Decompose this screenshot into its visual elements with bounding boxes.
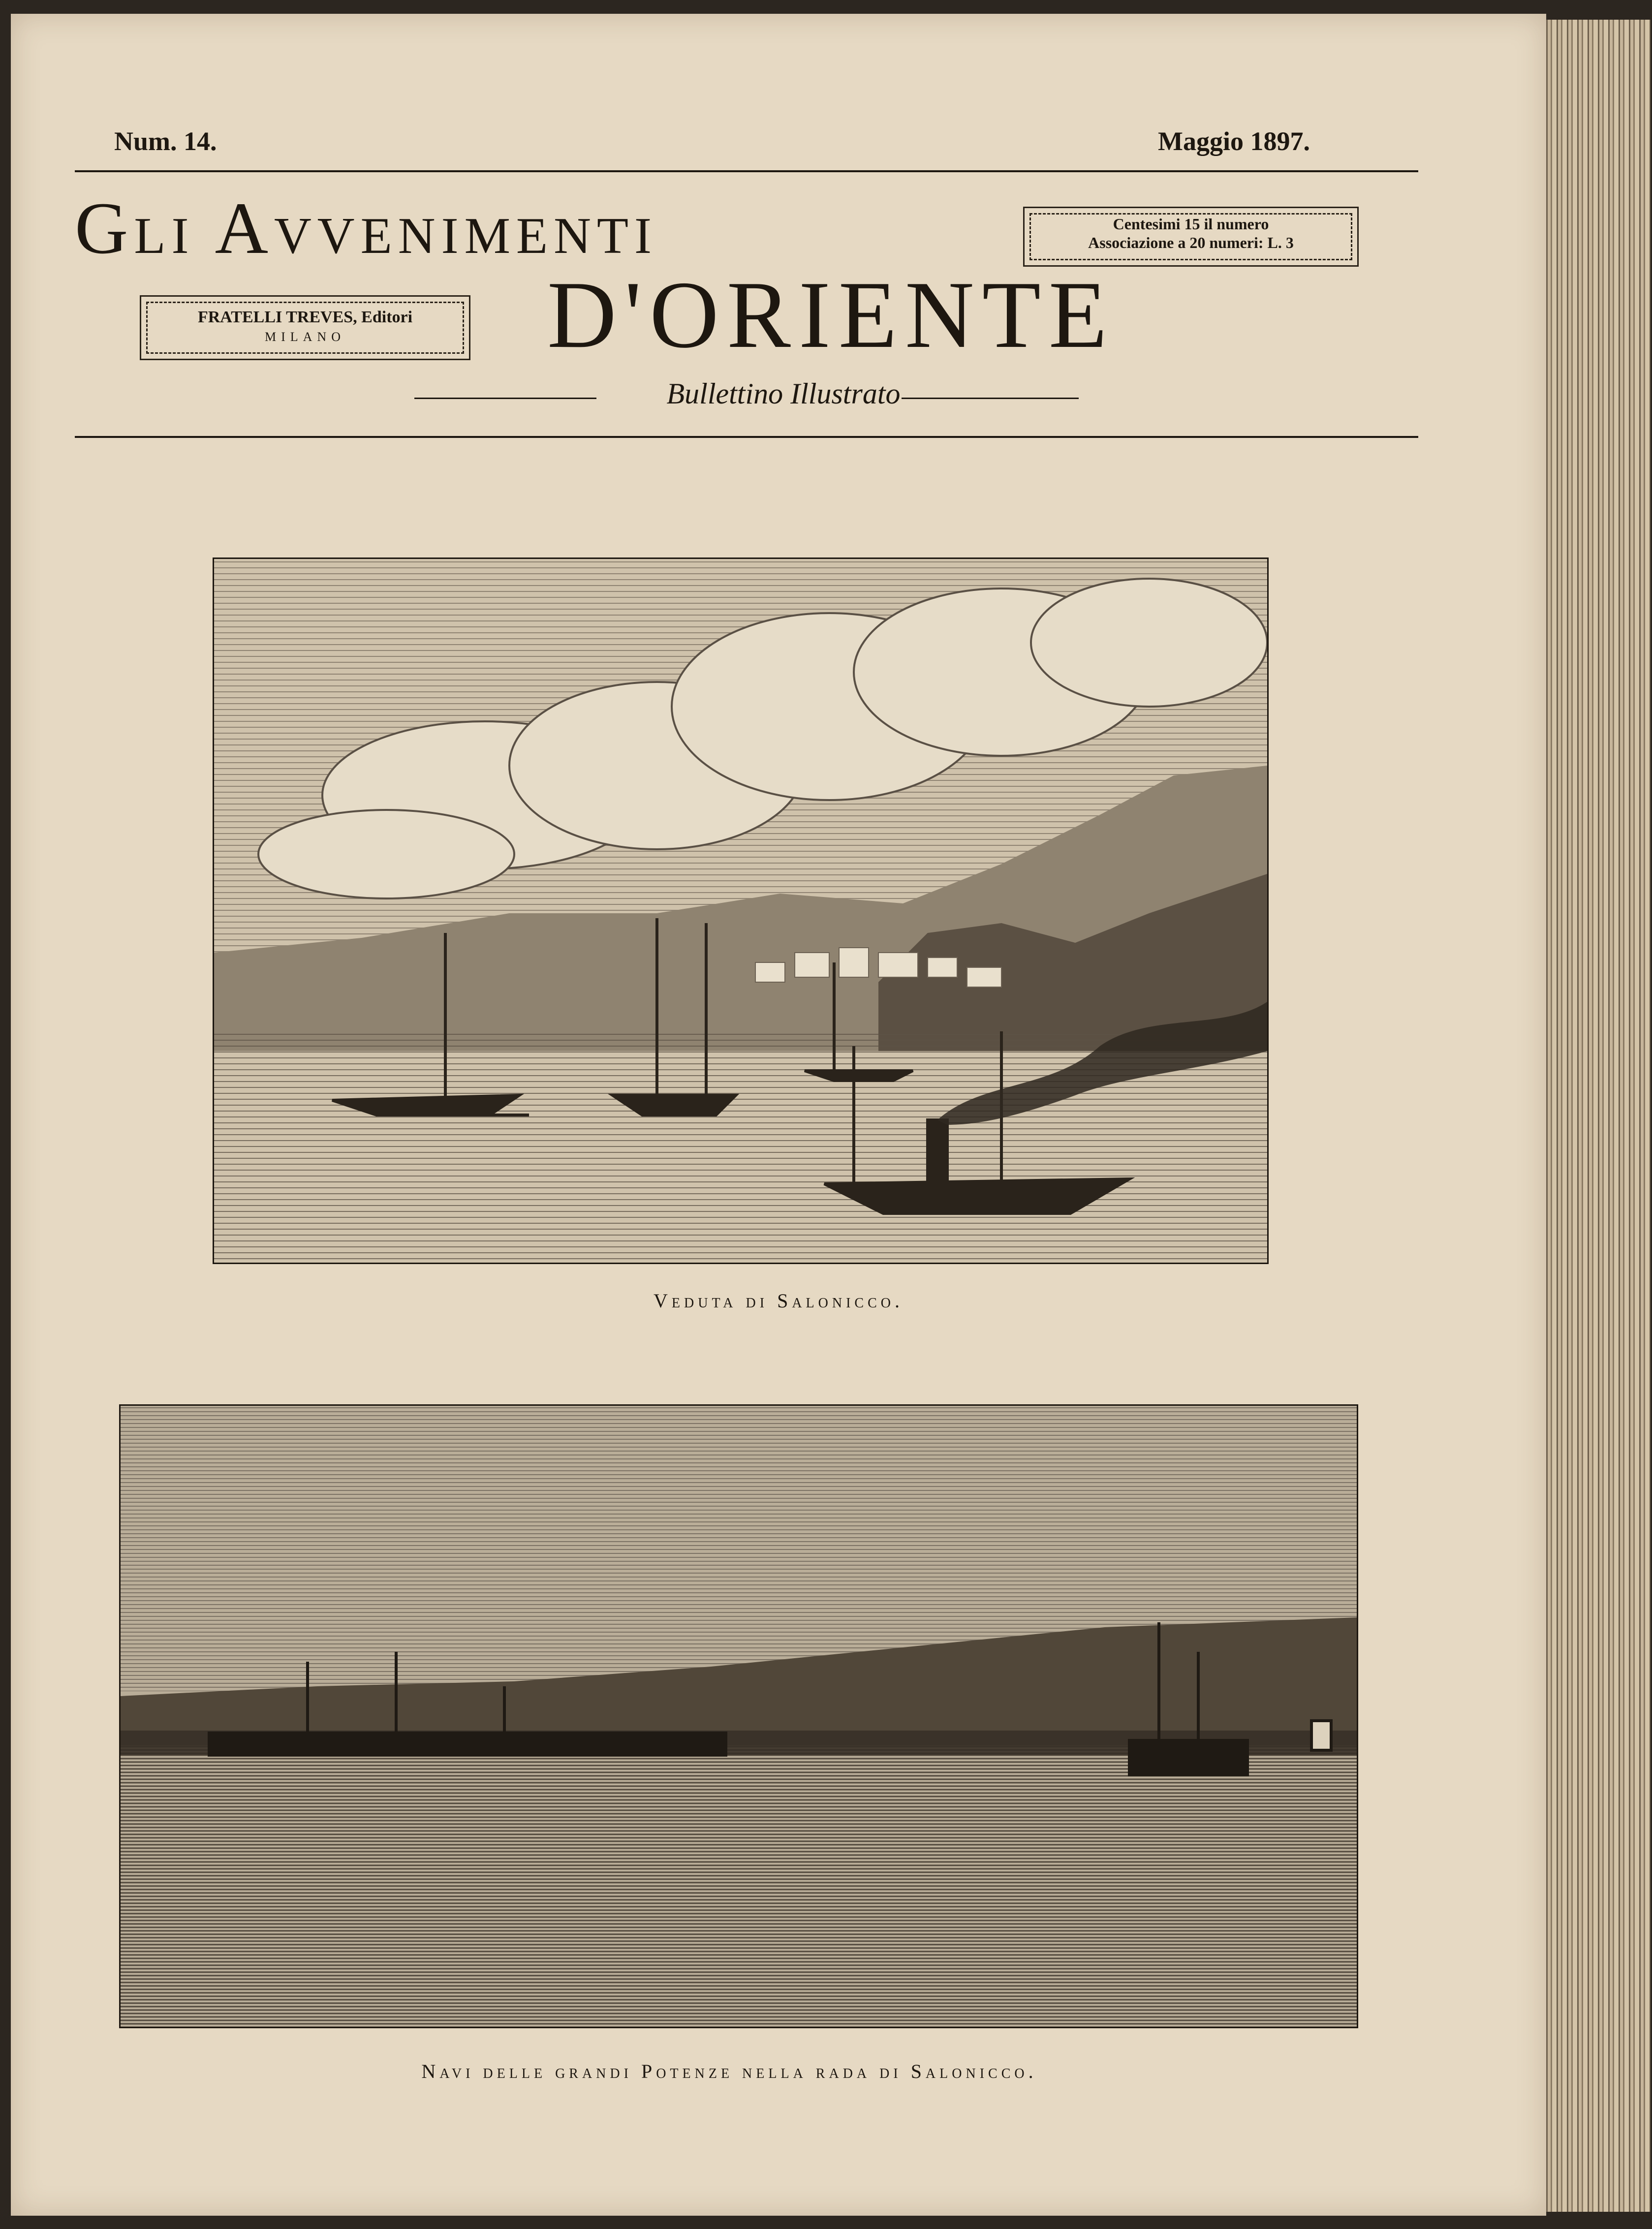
masthead-title-line1: Gli Avvenimenti <box>75 187 657 269</box>
engraving-harbour-view <box>213 557 1269 1264</box>
page-edges <box>1535 20 1651 2212</box>
newspaper-page <box>11 14 1546 2216</box>
issue-date: Maggio 1897. <box>1158 126 1310 156</box>
masthead-rule <box>75 436 1418 438</box>
publisher-name: FRATELLI TREVES, Editori <box>197 308 413 326</box>
price-line2: Associazione a 20 numeri: L. 3 <box>1088 234 1294 251</box>
engraving-harbour-caption: Veduta di Salonicco. <box>654 1290 904 1312</box>
publisher-city: MILANO <box>265 330 345 344</box>
price-line1: Centesimi 15 il numero <box>1113 215 1269 233</box>
subtitle-rule-right <box>902 398 1079 399</box>
price-box <box>1029 213 1352 260</box>
issue-number: Num. 14. <box>114 126 217 156</box>
masthead-title-line2: D'ORIENTE <box>547 262 1115 368</box>
publisher-box <box>146 302 464 354</box>
engraving-roadstead-view <box>119 1404 1358 2028</box>
engraving-roadstead-caption: Navi delle grandi Potenze nella rada di Salonicco. <box>421 2060 1037 2082</box>
top-rule <box>75 170 1418 172</box>
masthead-subtitle: Bullettino Illustrato <box>666 377 901 410</box>
